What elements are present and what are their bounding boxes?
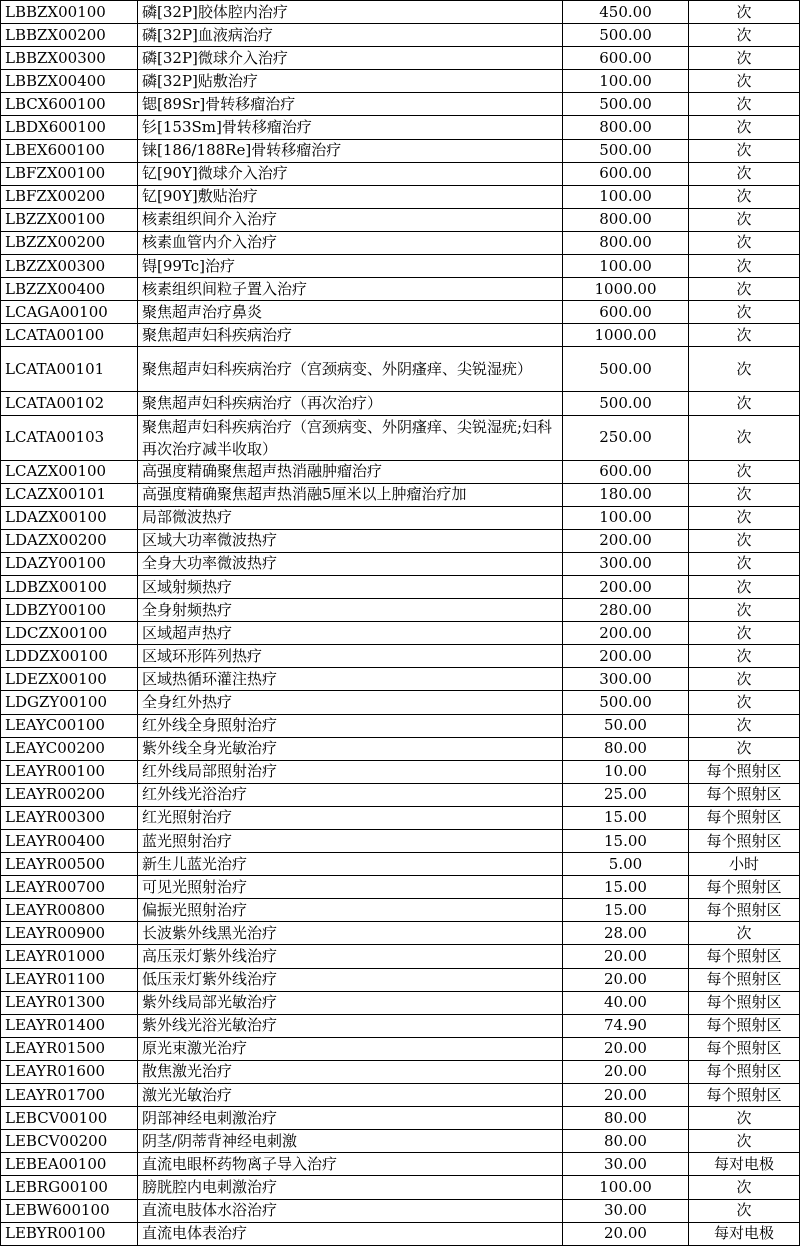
item-code: LBZZX00400	[1, 278, 138, 301]
item-name: 高强度精确聚焦超声热消融5厘米以上肿瘤治疗加	[138, 483, 563, 506]
item-price: 20.00	[563, 1060, 689, 1083]
item-name: 红外线光浴治疗	[138, 783, 563, 806]
item-unit: 每个照射区	[689, 760, 800, 783]
item-code: LEBW600100	[1, 1199, 138, 1222]
item-price: 100.00	[563, 185, 689, 208]
item-price: 600.00	[563, 460, 689, 483]
item-code: LCAZX00101	[1, 483, 138, 506]
item-unit: 次	[689, 506, 800, 529]
item-code: LDEZX00100	[1, 668, 138, 691]
table-row	[1, 691, 800, 714]
item-price: 200.00	[563, 529, 689, 552]
item-unit: 每个照射区	[689, 945, 800, 968]
item-unit: 次	[689, 599, 800, 622]
table-row	[1, 1107, 800, 1130]
item-price: 500.00	[563, 24, 689, 47]
item-unit: 每个照射区	[689, 806, 800, 829]
item-price: 600.00	[563, 301, 689, 324]
item-name: 钇[90Y]微球介入治疗	[138, 162, 563, 185]
item-name: 聚焦超声妇科疾病治疗	[138, 324, 563, 347]
table-row	[1, 278, 800, 301]
item-price: 20.00	[563, 945, 689, 968]
item-name: 磷[32P]血液病治疗	[138, 24, 563, 47]
item-code: LEAYR00800	[1, 899, 138, 922]
item-code: LDGZY00100	[1, 691, 138, 714]
item-unit: 次	[689, 529, 800, 552]
table-row	[1, 1222, 800, 1245]
item-unit: 次	[689, 668, 800, 691]
item-code: LCATA00100	[1, 324, 138, 347]
item-price: 15.00	[563, 830, 689, 853]
item-unit: 次	[689, 483, 800, 506]
item-code: LDDZX00100	[1, 645, 138, 668]
item-code: LEAYR01100	[1, 968, 138, 991]
item-name: 高强度精确聚焦超声热消融肿瘤治疗	[138, 460, 563, 483]
item-unit: 每个照射区	[689, 830, 800, 853]
item-unit: 每对电极	[689, 1153, 800, 1176]
item-code: LBZZX00300	[1, 255, 138, 278]
item-code: LEAYR00400	[1, 830, 138, 853]
item-price: 80.00	[563, 737, 689, 760]
item-name: 膀胱腔内电刺激治疗	[138, 1176, 563, 1199]
table-row	[1, 1014, 800, 1037]
item-price: 20.00	[563, 1222, 689, 1245]
item-name: 聚焦超声治疗鼻炎	[138, 301, 563, 324]
item-unit: 每个照射区	[689, 1084, 800, 1107]
item-code: LDCZX00100	[1, 622, 138, 645]
item-price: 20.00	[563, 1037, 689, 1060]
item-unit: 次	[689, 116, 800, 139]
item-unit: 次	[689, 1176, 800, 1199]
table-row	[1, 876, 800, 899]
item-code: LBEX600100	[1, 139, 138, 162]
item-price: 20.00	[563, 968, 689, 991]
item-unit: 每对电极	[689, 1222, 800, 1245]
item-name: 聚焦超声妇科疾病治疗（宫颈病变、外阴瘙痒、尖锐湿疣）	[138, 347, 563, 392]
item-price: 40.00	[563, 991, 689, 1014]
item-name: 铼[186/188Re]骨转移瘤治疗	[138, 139, 563, 162]
item-price: 80.00	[563, 1130, 689, 1153]
item-name: 磷[32P]微球介入治疗	[138, 47, 563, 70]
item-unit: 每个照射区	[689, 1037, 800, 1060]
item-code: LBZZX00100	[1, 208, 138, 231]
item-name: 可见光照射治疗	[138, 876, 563, 899]
item-unit: 次	[689, 255, 800, 278]
item-name: 原光束激光治疗	[138, 1037, 563, 1060]
item-unit: 次	[689, 622, 800, 645]
item-price: 100.00	[563, 506, 689, 529]
item-code: LBFZX00200	[1, 185, 138, 208]
item-code: LCATA00101	[1, 347, 138, 392]
item-code: LEBCV00100	[1, 1107, 138, 1130]
item-price: 250.00	[563, 415, 689, 460]
table-row	[1, 162, 800, 185]
table-row	[1, 714, 800, 737]
table-row	[1, 1037, 800, 1060]
item-unit: 每个照射区	[689, 876, 800, 899]
item-price: 1000.00	[563, 278, 689, 301]
item-price: 600.00	[563, 47, 689, 70]
item-name: 直流电肢体水浴治疗	[138, 1199, 563, 1222]
item-unit: 次	[689, 47, 800, 70]
item-unit: 次	[689, 1107, 800, 1130]
item-code: LBBZX00400	[1, 70, 138, 93]
item-code: LCATA00102	[1, 392, 138, 415]
item-price: 100.00	[563, 255, 689, 278]
item-price: 300.00	[563, 668, 689, 691]
item-code: LEAYR00900	[1, 922, 138, 945]
item-name: 红外线全身照射治疗	[138, 714, 563, 737]
item-code: LEAYR01400	[1, 1014, 138, 1037]
item-name: 偏振光照射治疗	[138, 899, 563, 922]
item-code: LEAYR00200	[1, 783, 138, 806]
item-unit: 每个照射区	[689, 991, 800, 1014]
fee-table-body	[1, 1, 800, 1246]
item-unit: 每个照射区	[689, 968, 800, 991]
item-price: 10.00	[563, 760, 689, 783]
item-name: 全身大功率微波热疗	[138, 552, 563, 575]
table-row	[1, 783, 800, 806]
item-unit: 次	[689, 691, 800, 714]
table-row	[1, 392, 800, 415]
table-row	[1, 1199, 800, 1222]
table-row	[1, 945, 800, 968]
table-row	[1, 255, 800, 278]
table-row	[1, 552, 800, 575]
item-code: LEAYC00100	[1, 714, 138, 737]
item-price: 15.00	[563, 876, 689, 899]
item-name: 区域射频热疗	[138, 575, 563, 598]
item-name: 高压汞灯紫外线治疗	[138, 945, 563, 968]
table-row	[1, 599, 800, 622]
table-row	[1, 1130, 800, 1153]
item-name: 全身红外热疗	[138, 691, 563, 714]
item-name: 核素组织间介入治疗	[138, 208, 563, 231]
item-price: 180.00	[563, 483, 689, 506]
item-price: 100.00	[563, 1176, 689, 1199]
item-code: LBCX600100	[1, 93, 138, 116]
table-row	[1, 460, 800, 483]
table-row	[1, 208, 800, 231]
table-row	[1, 622, 800, 645]
item-name: 核素血管内介入治疗	[138, 231, 563, 254]
item-price: 800.00	[563, 116, 689, 139]
item-unit: 次	[689, 185, 800, 208]
item-code: LCAZX00100	[1, 460, 138, 483]
item-price: 1000.00	[563, 324, 689, 347]
item-code: LEAYC00200	[1, 737, 138, 760]
item-name: 散焦激光治疗	[138, 1060, 563, 1083]
item-code: LEAYR00700	[1, 876, 138, 899]
item-name: 局部微波热疗	[138, 506, 563, 529]
item-name: 钐[153Sm]骨转移瘤治疗	[138, 116, 563, 139]
item-price: 30.00	[563, 1199, 689, 1222]
item-name: 磷[32P]贴敷治疗	[138, 70, 563, 93]
item-code: LEAYR01300	[1, 991, 138, 1014]
table-row	[1, 116, 800, 139]
item-name: 蓝光照射治疗	[138, 830, 563, 853]
item-name: 低压汞灯紫外线治疗	[138, 968, 563, 991]
item-code: LDBZY00100	[1, 599, 138, 622]
item-unit: 次	[689, 24, 800, 47]
item-unit: 次	[689, 737, 800, 760]
table-row	[1, 47, 800, 70]
item-unit: 每个照射区	[689, 899, 800, 922]
item-code: LBDX600100	[1, 116, 138, 139]
item-unit: 小时	[689, 853, 800, 876]
item-price: 15.00	[563, 806, 689, 829]
item-price: 500.00	[563, 347, 689, 392]
item-unit: 次	[689, 575, 800, 598]
table-row	[1, 506, 800, 529]
table-row	[1, 231, 800, 254]
table-row	[1, 853, 800, 876]
item-name: 全身射频热疗	[138, 599, 563, 622]
table-row	[1, 737, 800, 760]
item-name: 长波紫外线黑光治疗	[138, 922, 563, 945]
item-code: LEAYR01000	[1, 945, 138, 968]
table-row	[1, 760, 800, 783]
table-row	[1, 1, 800, 24]
item-name: 紫外线局部光敏治疗	[138, 991, 563, 1014]
item-price: 80.00	[563, 1107, 689, 1130]
item-unit: 次	[689, 922, 800, 945]
item-unit: 次	[689, 1130, 800, 1153]
table-row	[1, 93, 800, 116]
item-code: LEBYR00100	[1, 1222, 138, 1245]
table-row	[1, 301, 800, 324]
item-name: 激光光敏治疗	[138, 1084, 563, 1107]
table-row	[1, 1060, 800, 1083]
item-name: 阴部神经电刺激治疗	[138, 1107, 563, 1130]
table-row	[1, 1084, 800, 1107]
item-price: 200.00	[563, 622, 689, 645]
item-price: 500.00	[563, 392, 689, 415]
item-code: LDAZY00100	[1, 552, 138, 575]
item-code: LEAYR01600	[1, 1060, 138, 1083]
item-name: 紫外线全身光敏治疗	[138, 737, 563, 760]
item-code: LEBRG00100	[1, 1176, 138, 1199]
item-code: LEBCV00200	[1, 1130, 138, 1153]
table-row	[1, 1153, 800, 1176]
table-row	[1, 575, 800, 598]
table-row	[1, 185, 800, 208]
item-unit: 次	[689, 645, 800, 668]
table-row	[1, 70, 800, 93]
table-row	[1, 991, 800, 1014]
item-code: LEAYR00100	[1, 760, 138, 783]
item-price: 50.00	[563, 714, 689, 737]
item-name: 区域环形阵列热疗	[138, 645, 563, 668]
item-name: 钇[90Y]敷贴治疗	[138, 185, 563, 208]
item-code: LBBZX00200	[1, 24, 138, 47]
item-name: 锶[89Sr]骨转移瘤治疗	[138, 93, 563, 116]
item-name: 红光照射治疗	[138, 806, 563, 829]
item-name: 红外线局部照射治疗	[138, 760, 563, 783]
item-code: LBBZX00100	[1, 1, 138, 24]
item-code: LCATA00103	[1, 415, 138, 460]
item-name: 区域热循环灌注热疗	[138, 668, 563, 691]
table-row	[1, 24, 800, 47]
item-price: 100.00	[563, 70, 689, 93]
item-unit: 每个照射区	[689, 1014, 800, 1037]
item-name: 区域大功率微波热疗	[138, 529, 563, 552]
item-name: 磷[32P]胶体腔内治疗	[138, 1, 563, 24]
item-unit: 次	[689, 278, 800, 301]
item-price: 800.00	[563, 208, 689, 231]
item-code: LBFZX00100	[1, 162, 138, 185]
table-row	[1, 139, 800, 162]
item-code: LDAZX00100	[1, 506, 138, 529]
item-unit: 次	[689, 714, 800, 737]
item-name: 聚焦超声妇科疾病治疗（宫颈病变、外阴瘙痒、尖锐湿疣;妇科再次治疗减半收取）	[138, 415, 563, 460]
table-row	[1, 415, 800, 460]
item-code: LEBEA00100	[1, 1153, 138, 1176]
item-price: 600.00	[563, 162, 689, 185]
item-code: LDAZX00200	[1, 529, 138, 552]
table-row	[1, 922, 800, 945]
item-unit: 次	[689, 301, 800, 324]
item-unit: 次	[689, 93, 800, 116]
item-unit: 次	[689, 1, 800, 24]
item-name: 区域超声热疗	[138, 622, 563, 645]
item-price: 20.00	[563, 1084, 689, 1107]
table-row	[1, 830, 800, 853]
item-price: 200.00	[563, 645, 689, 668]
item-unit: 每个照射区	[689, 1060, 800, 1083]
table-row	[1, 347, 800, 392]
item-unit: 次	[689, 231, 800, 254]
item-price: 74.90	[563, 1014, 689, 1037]
item-unit: 次	[689, 415, 800, 460]
item-unit: 次	[689, 324, 800, 347]
item-unit: 每个照射区	[689, 783, 800, 806]
item-code: LBZZX00200	[1, 231, 138, 254]
table-row	[1, 529, 800, 552]
item-unit: 次	[689, 552, 800, 575]
item-price: 500.00	[563, 691, 689, 714]
item-code: LEAYR01700	[1, 1084, 138, 1107]
item-unit: 次	[689, 139, 800, 162]
item-name: 直流电眼杯药物离子导入治疗	[138, 1153, 563, 1176]
table-row	[1, 668, 800, 691]
item-name: 直流电体表治疗	[138, 1222, 563, 1245]
item-code: LEAYR00300	[1, 806, 138, 829]
item-price: 200.00	[563, 575, 689, 598]
item-unit: 次	[689, 208, 800, 231]
item-name: 核素组织间粒子置入治疗	[138, 278, 563, 301]
item-unit: 次	[689, 162, 800, 185]
item-name: 锝[99Tc]治疗	[138, 255, 563, 278]
item-price: 15.00	[563, 899, 689, 922]
item-code: LCAGA00100	[1, 301, 138, 324]
item-code: LDBZX00100	[1, 575, 138, 598]
item-price: 30.00	[563, 1153, 689, 1176]
item-code: LEAYR00500	[1, 853, 138, 876]
item-price: 500.00	[563, 139, 689, 162]
item-name: 阴茎/阴蒂背神经电刺激	[138, 1130, 563, 1153]
item-name: 新生儿蓝光治疗	[138, 853, 563, 876]
item-name: 紫外线光浴光敏治疗	[138, 1014, 563, 1037]
table-row	[1, 645, 800, 668]
item-price: 25.00	[563, 783, 689, 806]
table-row	[1, 324, 800, 347]
item-price: 5.00	[563, 853, 689, 876]
item-price: 800.00	[563, 231, 689, 254]
item-price: 280.00	[563, 599, 689, 622]
item-unit: 次	[689, 1199, 800, 1222]
item-unit: 次	[689, 460, 800, 483]
item-name: 聚焦超声妇科疾病治疗（再次治疗）	[138, 392, 563, 415]
table-row	[1, 1176, 800, 1199]
item-unit: 次	[689, 392, 800, 415]
item-code: LBBZX00300	[1, 47, 138, 70]
item-price: 500.00	[563, 93, 689, 116]
item-price: 450.00	[563, 1, 689, 24]
item-price: 28.00	[563, 922, 689, 945]
item-price: 300.00	[563, 552, 689, 575]
table-row	[1, 899, 800, 922]
item-unit: 次	[689, 347, 800, 392]
table-row	[1, 968, 800, 991]
table-row	[1, 806, 800, 829]
item-unit: 次	[689, 70, 800, 93]
item-code: LEAYR01500	[1, 1037, 138, 1060]
table-row	[1, 483, 800, 506]
